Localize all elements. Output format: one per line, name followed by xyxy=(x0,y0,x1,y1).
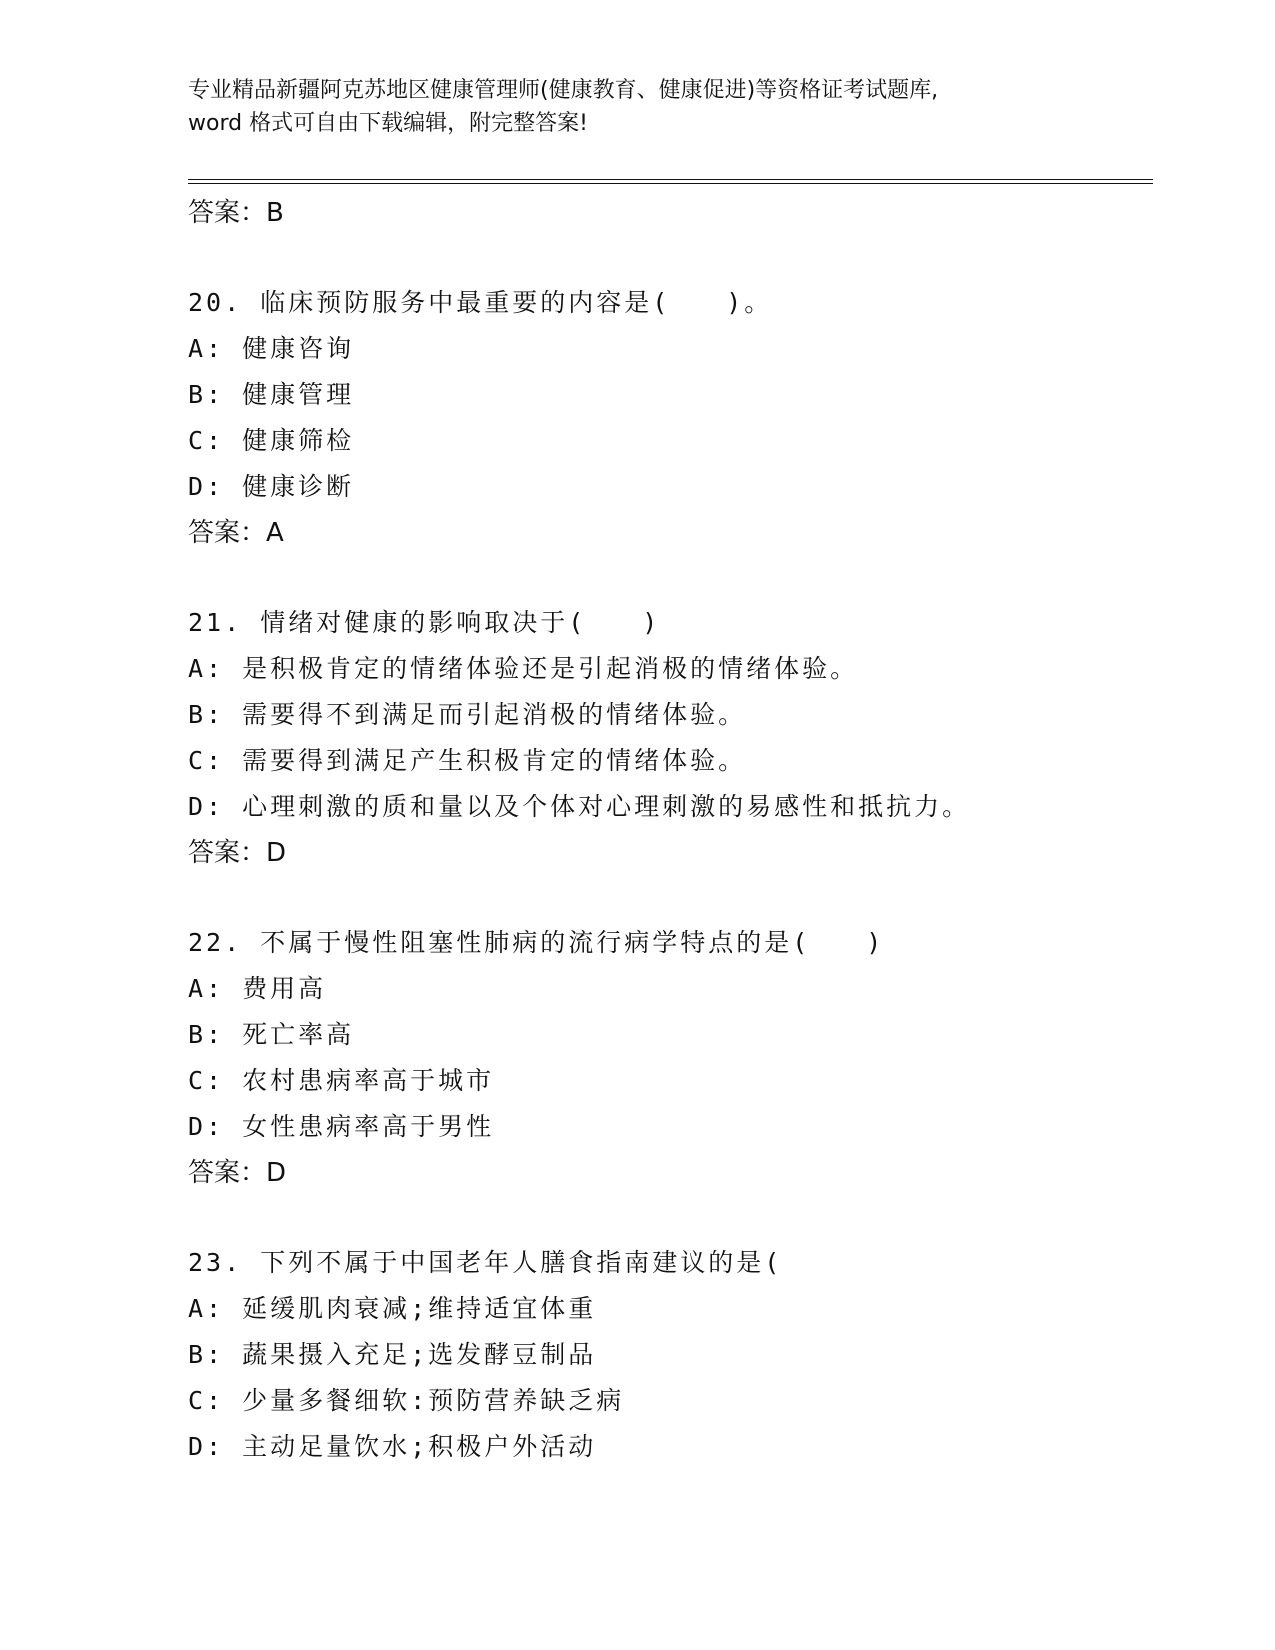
option-d: D: 主动足量饮水;积极户外活动 xyxy=(188,1432,597,1461)
answer-line: 答案：B xyxy=(188,198,284,228)
option-c: C: 少量多餐细软:预防营养缺乏病 xyxy=(188,1386,625,1415)
question-stem: 20. 临床预防服务中最重要的内容是( )。 xyxy=(188,288,773,317)
question-23 xyxy=(188,1240,1153,1470)
question-22 xyxy=(188,920,1153,1196)
question-stem: 22. 不属于慢性阻塞性肺病的流行病学特点的是( ) xyxy=(188,928,885,957)
option-d: D: 心理刺激的质和量以及个体对心理刺激的易感性和抵抗力。 xyxy=(188,792,971,821)
option-c: C: 需要得到满足产生积极肯定的情绪体验。 xyxy=(188,746,747,775)
option-a: A: 延缓肌肉衰减;维持适宜体重 xyxy=(188,1294,597,1323)
option-d: D: 健康诊断 xyxy=(188,472,355,501)
answer-line: 答案：D xyxy=(188,838,287,868)
header-line-1: 专业精品新疆阿克苏地区健康管理师(健康教育、健康促进)等资格证考试题库, xyxy=(188,78,939,103)
header-line-2: word 格式可自由下载编辑，附完整答案! xyxy=(188,111,588,136)
option-b: B: 需要得不到满足而引起消极的情绪体验。 xyxy=(188,700,747,729)
answer-line: 答案：D xyxy=(188,1158,287,1188)
question-stem: 23. 下列不属于中国老年人膳食指南建议的是( xyxy=(188,1248,783,1277)
option-c: C: 农村患病率高于城市 xyxy=(188,1066,495,1095)
question-21 xyxy=(188,600,1153,876)
option-b: B: 健康管理 xyxy=(188,380,355,409)
header-divider-bottom xyxy=(188,183,1153,184)
option-a: A: 费用高 xyxy=(188,974,327,1003)
answer-line: 答案：A xyxy=(188,518,284,548)
option-c: C: 健康筛检 xyxy=(188,426,355,455)
option-b: B: 死亡率高 xyxy=(188,1020,355,1049)
document-header xyxy=(188,74,1148,140)
question-stem: 21. 情绪对健康的影响取决于( ) xyxy=(188,608,661,637)
header-divider-top xyxy=(188,179,1153,180)
option-a: A: 健康咨询 xyxy=(188,334,355,363)
question-list xyxy=(188,190,1153,1470)
option-d: D: 女性患病率高于男性 xyxy=(188,1112,495,1141)
option-a: A: 是积极肯定的情绪体验还是引起消极的情绪体验。 xyxy=(188,654,859,683)
question-20 xyxy=(188,280,1153,556)
option-b: B: 蔬果摄入充足;选发酵豆制品 xyxy=(188,1340,597,1369)
